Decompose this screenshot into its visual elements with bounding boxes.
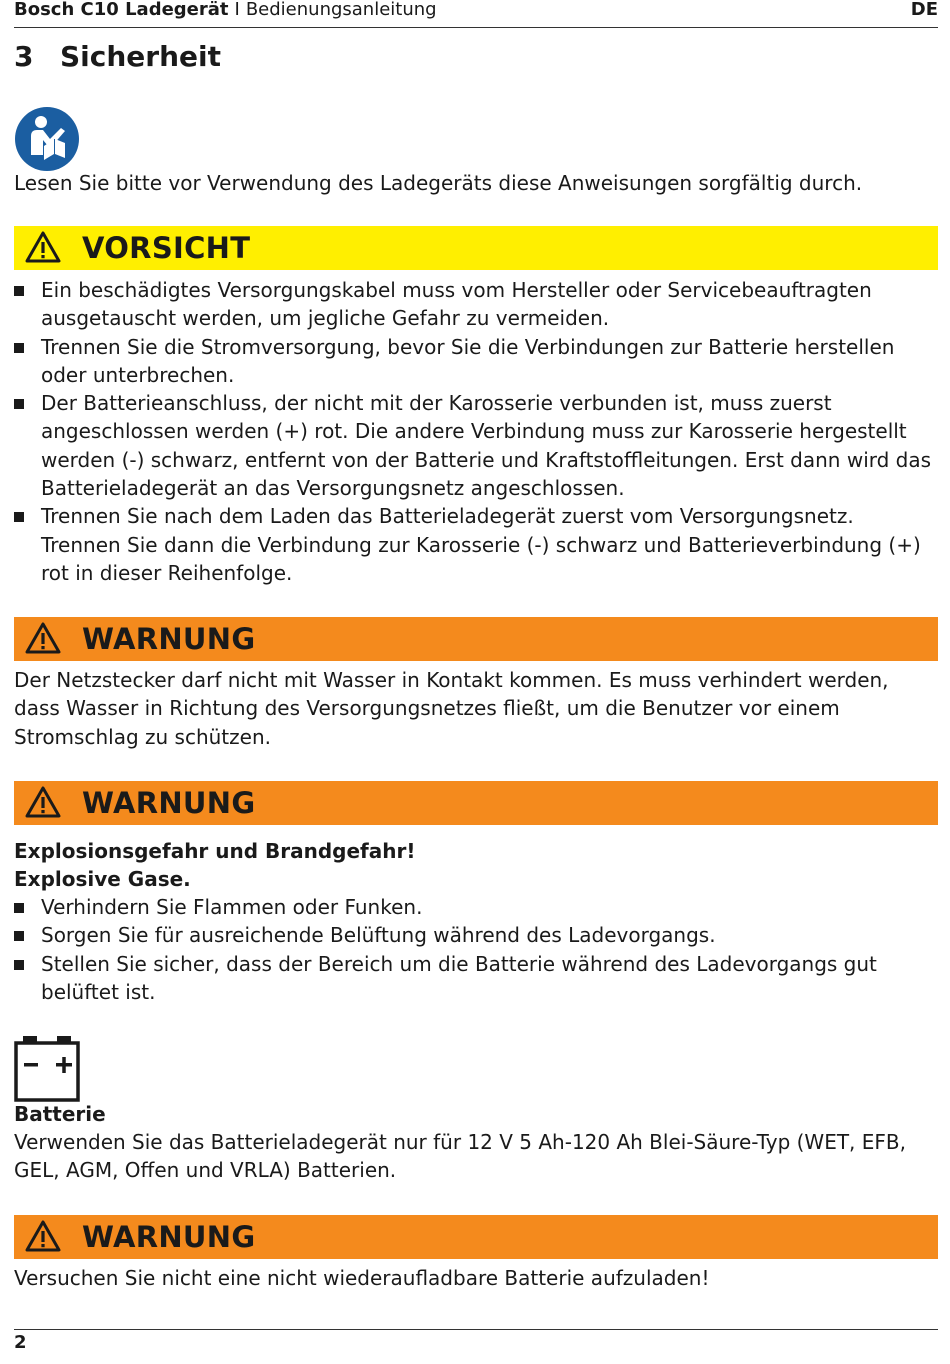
list-item — [14, 276, 938, 333]
bullet-square — [14, 343, 24, 353]
warning-2-heading-2: Explosive Gase. — [14, 867, 191, 891]
bullet-square — [14, 286, 24, 296]
bullet-square — [14, 512, 24, 522]
header-left — [14, 0, 437, 20]
footer-divider — [14, 1329, 938, 1330]
header-subtitle: Bedienungsanleitung — [245, 0, 437, 20]
warning-bar-3 — [14, 1215, 938, 1259]
chapter-title: Sicherheit — [60, 40, 221, 73]
intro-text: Lesen Sie bitte vor Verwendung des Ladegeräts diese Anweisungen sorgfältig durch. — [14, 171, 863, 195]
list-item-text: Der Batterieanschluss, der nicht mit der Karosserie verbunden ist, muss zuerst angeschlossen werden (+) rot. Die andere Verbindung muss zur Karosserie hergestellt werden (-) schwarz, entfernt von der Batterie und Kraftstoffleitungen. Erst dann wird das Batterieladegerät an das Versorgungsnetz angeschlossen. — [41, 391, 932, 501]
caution-bar — [14, 226, 938, 270]
list-item-text: Stellen Sie sicher, dass der Bereich um die Batterie während des Ladevorgangs gut belüftet ist. — [41, 951, 877, 1004]
battery-icon — [14, 1036, 80, 1102]
page-header — [14, 0, 938, 28]
warning-label: WARNUNG — [82, 622, 256, 656]
warning-label: WARNUNG — [82, 1220, 256, 1254]
list-item-text: Ein beschädigtes Versorgungskabel muss vom Hersteller oder Servicebeauftragten ausgetauscht werden, um jegliche Gefahr zu vermeiden. — [41, 278, 872, 331]
bullet-square — [14, 399, 24, 409]
list-item — [14, 502, 938, 587]
warning-triangle-icon — [24, 785, 62, 819]
chapter-heading — [14, 40, 221, 74]
battery-heading: Batterie — [14, 1102, 106, 1126]
caution-label: VORSICHT — [82, 231, 251, 265]
warning-label: WARNUNG — [82, 786, 256, 820]
header-title: Bosch C10 Ladegerät — [14, 0, 229, 20]
warning-1-text: Der Netzstecker darf nicht mit Wasser in Kontakt kommen. Es muss verhindert werden, dass Wasser in Richtung des Versorgungsnetzes fließt, um die Benutzer vor einem Stromschlag zu schützen. — [14, 668, 889, 749]
bullet-square — [14, 931, 24, 941]
manual-page — [14, 0, 938, 1364]
bullet-square — [14, 960, 24, 970]
warning-3-text: Versuchen Sie nicht eine nicht wiederaufladbare Batterie aufzuladen! — [14, 1266, 710, 1290]
list-item-text: Trennen Sie nach dem Laden das Batterieladegerät zuerst vom Versorgungsnetz. Trennen Sie dann die Verbindung zur Karosserie (-) schwarz und Batterieverbindung (+) rot in dieser Reihenfolge. — [41, 504, 921, 585]
warning-triangle-icon — [24, 1219, 62, 1253]
warning-triangle-icon — [24, 621, 62, 655]
caution-list — [14, 276, 938, 587]
list-item — [14, 893, 938, 921]
warning-bar-2 — [14, 781, 938, 825]
warning-2-heading-1: Explosionsgefahr und Brandgefahr! — [14, 839, 416, 863]
warning-2-list — [14, 893, 938, 1006]
list-item-text: Verhindern Sie Flammen oder Funken. — [41, 895, 423, 919]
header-separator: I — [234, 0, 240, 20]
warning-bar-1 — [14, 617, 938, 661]
list-item — [14, 921, 938, 949]
list-item-text: Sorgen Sie für ausreichende Belüftung während des Ladevorgangs. — [41, 923, 716, 948]
read-manual-icon — [14, 106, 80, 172]
page-number: 2 — [14, 1332, 27, 1353]
list-item — [14, 950, 938, 1007]
list-item-text: Trennen Sie die Stromversorgung, bevor Sie die Verbindungen zur Batterie herstellen oder unterbrechen. — [41, 334, 895, 387]
battery-text: Verwenden Sie das Batterieladegerät nur für 12 V 5 Ah-120 Ah Blei-Säure-Typ (WET, EFB, GEL, AGM, Offen und VRLA) Batterien. — [14, 1130, 906, 1183]
warning-triangle-icon — [24, 230, 62, 264]
list-item — [14, 389, 938, 502]
header-language: DE — [910, 0, 938, 20]
bullet-square — [14, 903, 24, 913]
chapter-number: 3 — [14, 40, 34, 73]
list-item — [14, 333, 938, 390]
